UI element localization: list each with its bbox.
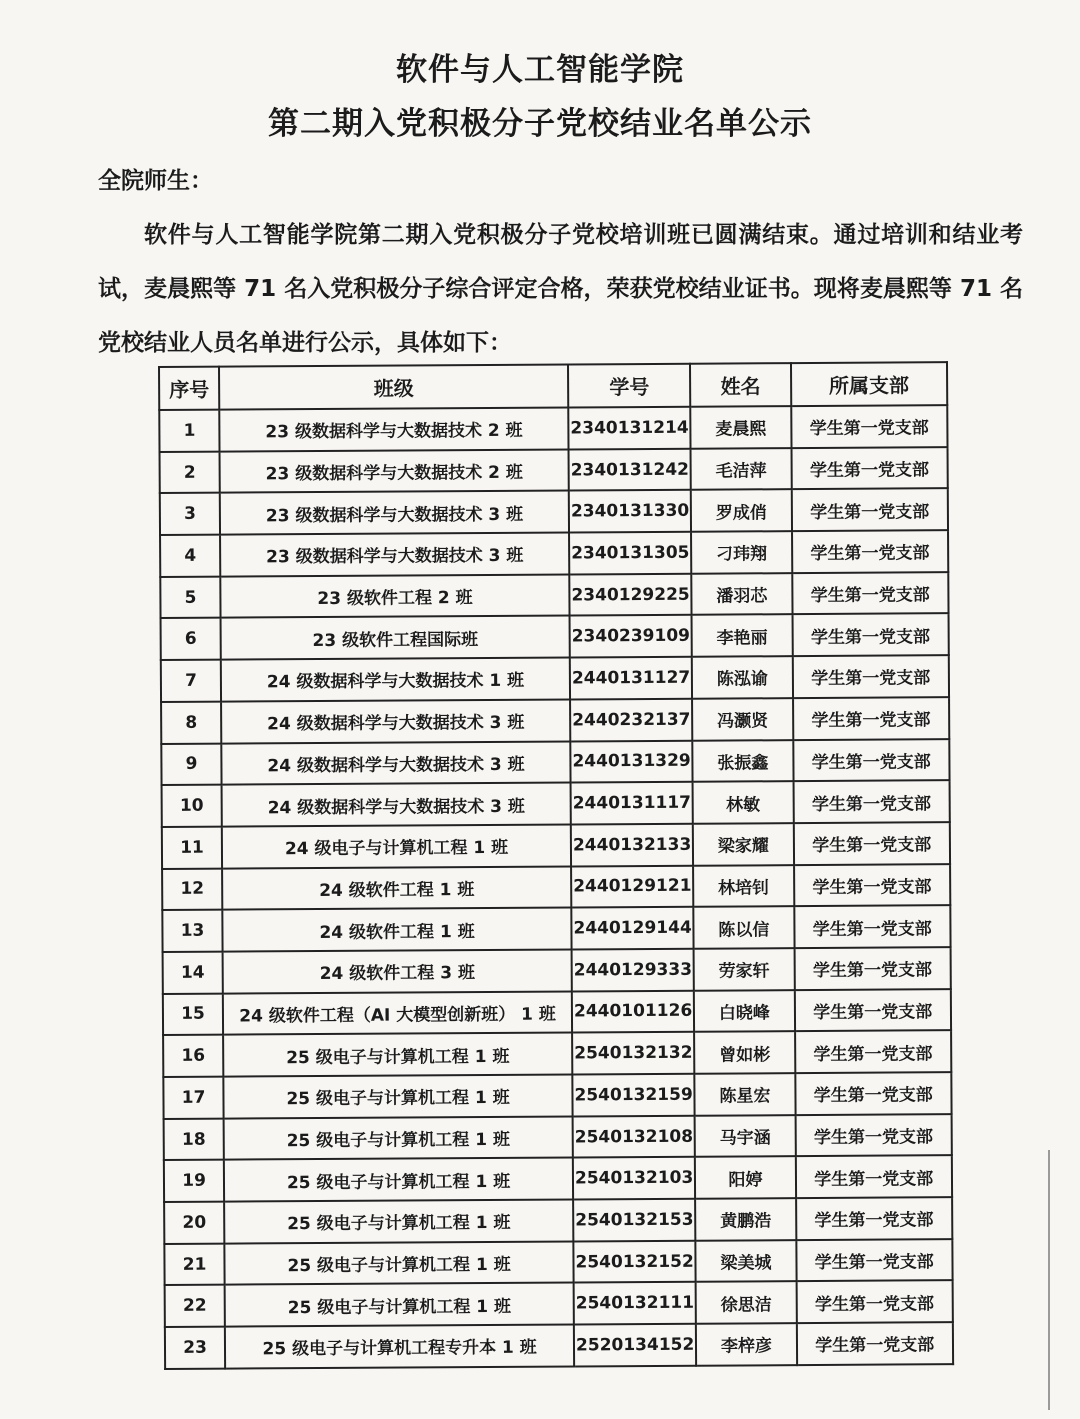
cell-student-id: 2540132108: [573, 1115, 696, 1157]
header-name: 姓名: [690, 363, 791, 407]
cell-student-id: 2540132152: [573, 1240, 696, 1282]
cell-seq: 7: [161, 660, 221, 702]
cell-branch: 学生第一党支部: [793, 822, 950, 865]
cell-student-id: 2440129333: [572, 949, 695, 991]
cell-student-id: 2440132133: [571, 824, 694, 866]
table-row: [161, 614, 949, 661]
cell-name: 陈以信: [694, 906, 795, 948]
cell-name: 黄鹏浩: [695, 1198, 796, 1240]
cell-class: 23 级数据科学与大数据技术 3 班: [220, 491, 569, 535]
cell-student-id: 2340129225: [569, 573, 692, 615]
table-row: [163, 1030, 951, 1077]
cell-branch: 学生第一党支部: [794, 905, 951, 948]
cell-name: 罗成俏: [691, 490, 792, 532]
cell-student-id: 2440101126: [572, 990, 695, 1032]
cell-seq: 21: [164, 1243, 224, 1285]
salutation: 全院师生：: [98, 168, 213, 194]
table-row: [165, 1322, 953, 1369]
cell-student-id: 2340239109: [570, 615, 693, 657]
cell-branch: 学生第一党支部: [794, 864, 951, 907]
cell-student-id: 2440131117: [571, 782, 694, 824]
table-row: [164, 1114, 952, 1161]
table-row: [160, 447, 948, 494]
table-body: [159, 405, 953, 1369]
cell-seq: 15: [163, 993, 223, 1035]
cell-branch: 学生第一党支部: [796, 1197, 953, 1240]
cell-class: 24 级软件工程 1 班: [222, 866, 571, 910]
cell-student-id: 2440131127: [570, 657, 693, 699]
header-branch: 所属支部: [791, 362, 948, 406]
cell-seq: 18: [164, 1118, 224, 1160]
graduate-roster-table: [158, 361, 954, 1370]
table-row: [161, 697, 949, 744]
cell-seq: 1: [159, 410, 219, 452]
cell-seq: 12: [162, 868, 222, 910]
cell-seq: 14: [163, 952, 223, 994]
table-row: [162, 864, 950, 911]
cell-student-id: 2340131330: [569, 490, 692, 532]
cell-class: 23 级软件工程国际班: [221, 616, 570, 660]
cell-class: 25 级电子与计算机工程 1 班: [224, 1200, 573, 1244]
table-row: [161, 655, 949, 702]
table-row: [163, 1072, 951, 1119]
cell-name: 林敏: [693, 781, 794, 823]
header-student-id: 学号: [568, 364, 691, 408]
cell-branch: 学生第一党支部: [796, 1322, 953, 1365]
cell-name: 毛洁萍: [691, 448, 792, 490]
cell-branch: 学生第一党支部: [791, 447, 948, 490]
cell-name: 张振鑫: [693, 740, 794, 782]
cell-name: 阳婷: [695, 1156, 796, 1198]
cell-seq: 16: [163, 1035, 223, 1077]
cell-seq: 23: [165, 1327, 225, 1369]
cell-student-id: 2540132159: [572, 1074, 695, 1116]
table-row: [164, 1239, 952, 1286]
cell-branch: 学生第一党支部: [796, 1281, 953, 1324]
table-row: [160, 530, 948, 577]
table-row: [161, 739, 949, 786]
cell-seq: 9: [161, 743, 221, 785]
document-title-line2: 第二期入党积极分子党校结业名单公示: [268, 106, 812, 142]
table-row: [164, 1197, 952, 1244]
cell-branch: 学生第一党支部: [791, 405, 948, 448]
cell-name: 徐思洁: [696, 1282, 797, 1324]
cell-branch: 学生第一党支部: [794, 989, 951, 1032]
cell-class: 25 级电子与计算机工程 1 班: [225, 1283, 574, 1327]
cell-class: 23 级软件工程 2 班: [220, 574, 569, 618]
cell-seq: 20: [164, 1202, 224, 1244]
cell-student-id: 2540132111: [574, 1282, 697, 1324]
cell-name: 陈星宏: [695, 1073, 796, 1115]
cell-class: 24 级软件工程 1 班: [222, 908, 571, 952]
cell-branch: 学生第一党支部: [794, 947, 951, 990]
cell-branch: 学生第一党支部: [792, 614, 949, 657]
cell-name: 潘羽芯: [692, 573, 793, 615]
cell-branch: 学生第一党支部: [795, 1030, 952, 1073]
cell-name: 李艳丽: [692, 615, 793, 657]
cell-seq: 4: [160, 535, 220, 577]
cell-name: 梁家耀: [693, 823, 794, 865]
cell-class: 24 级数据科学与大数据技术 3 班: [222, 783, 571, 827]
cell-seq: 10: [162, 785, 222, 827]
cell-student-id: 2440131329: [570, 740, 693, 782]
table-row: [165, 1281, 953, 1328]
cell-class: 25 级电子与计算机工程 1 班: [224, 1116, 573, 1160]
cell-class: 24 级数据科学与大数据技术 3 班: [221, 699, 570, 743]
cell-seq: 22: [165, 1285, 225, 1327]
cell-class: 23 级数据科学与大数据技术 3 班: [220, 533, 569, 577]
cell-branch: 学生第一党支部: [791, 489, 948, 532]
cell-class: 25 级电子与计算机工程 1 班: [223, 1033, 572, 1077]
cell-branch: 学生第一党支部: [796, 1239, 953, 1282]
cell-seq: 19: [164, 1160, 224, 1202]
cell-name: 马宇涵: [695, 1115, 796, 1157]
cell-class: 24 级数据科学与大数据技术 1 班: [221, 658, 570, 702]
cell-name: 林培钊: [693, 865, 794, 907]
cell-student-id: 2520134152: [574, 1324, 697, 1366]
cell-class: 23 级数据科学与大数据技术 2 班: [220, 449, 569, 493]
cell-student-id: 2540132153: [573, 1199, 696, 1241]
cell-class: 25 级电子与计算机工程 1 班: [223, 1074, 572, 1118]
cell-name: 梁美城: [696, 1240, 797, 1282]
cell-seq: 3: [160, 493, 220, 535]
document-title-line1: 软件与人工智能学院: [396, 52, 684, 88]
cell-class: 24 级电子与计算机工程 1 班: [222, 824, 571, 868]
table-row: [162, 822, 950, 869]
cell-student-id: 2340131214: [568, 407, 691, 449]
cell-branch: 学生第一党支部: [792, 655, 949, 698]
cell-student-id: 2440129144: [571, 907, 694, 949]
cell-student-id: 2540132132: [572, 1032, 695, 1074]
cell-branch: 学生第一党支部: [793, 739, 950, 782]
cell-seq: 8: [161, 701, 221, 743]
cell-class: 24 级软件工程（AI 大模型创新班） 1 班: [223, 991, 572, 1035]
cell-branch: 学生第一党支部: [795, 1156, 952, 1199]
header-seq: 序号: [159, 367, 219, 410]
cell-branch: 学生第一党支部: [795, 1114, 952, 1157]
body-paragraph: 软件与人工智能学院第二期入党积极分子党校培训班已圆满结束。通过培训和结业考试，麦晨熙等 71 名入党积极分子综合评定合格，荣获党校结业证书。现将麦晨熙等 71 名党校结业人员名单进行公示，具体如下：: [98, 222, 1023, 356]
cell-class: 24 级软件工程 3 班: [223, 949, 572, 993]
cell-class: 25 级电子与计算机工程专升本 1 班: [225, 1325, 574, 1369]
cell-student-id: 2340131305: [569, 532, 692, 574]
cell-class: 25 级电子与计算机工程 1 班: [225, 1241, 574, 1285]
cell-branch: 学生第一党支部: [792, 530, 949, 573]
cell-class: 23 级数据科学与大数据技术 2 班: [219, 407, 568, 451]
table-row: [160, 489, 948, 536]
cell-name: 曾如彬: [694, 1031, 795, 1073]
cell-class: 24 级数据科学与大数据技术 3 班: [221, 741, 570, 785]
header-class: 班级: [219, 364, 568, 409]
cell-class: 25 级电子与计算机工程 1 班: [224, 1158, 573, 1202]
page-edge-shadow: [1048, 1150, 1050, 1410]
cell-seq: 13: [162, 910, 222, 952]
cell-name: 劳家轩: [694, 948, 795, 990]
cell-seq: 5: [160, 576, 220, 618]
cell-branch: 学生第一党支部: [793, 780, 950, 823]
cell-name: 陈泓谕: [692, 656, 793, 698]
cell-branch: 学生第一党支部: [795, 1072, 952, 1115]
cell-student-id: 2440232137: [570, 699, 693, 741]
table-row: [160, 572, 948, 619]
cell-seq: 2: [160, 451, 220, 493]
table-row: [159, 405, 947, 452]
table-row: [163, 947, 951, 994]
table-header-row: [159, 362, 947, 410]
cell-name: 白晓峰: [694, 990, 795, 1032]
cell-student-id: 2440129121: [571, 865, 694, 907]
cell-branch: 学生第一党支部: [792, 572, 949, 615]
cell-branch: 学生第一党支部: [793, 697, 950, 740]
table-row: [162, 780, 950, 827]
cell-name: 冯灏贤: [692, 698, 793, 740]
cell-name: 李梓彦: [696, 1323, 797, 1365]
cell-seq: 11: [162, 826, 222, 868]
table-row: [162, 905, 950, 952]
cell-seq: 6: [161, 618, 221, 660]
table-row: [163, 989, 951, 1036]
cell-seq: 17: [163, 1077, 223, 1119]
cell-student-id: 2340131242: [569, 448, 692, 490]
cell-name: 麦晨熙: [691, 406, 792, 448]
table-row: [164, 1156, 952, 1203]
cell-name: 刁玮翔: [691, 531, 792, 573]
cell-student-id: 2540132103: [573, 1157, 696, 1199]
